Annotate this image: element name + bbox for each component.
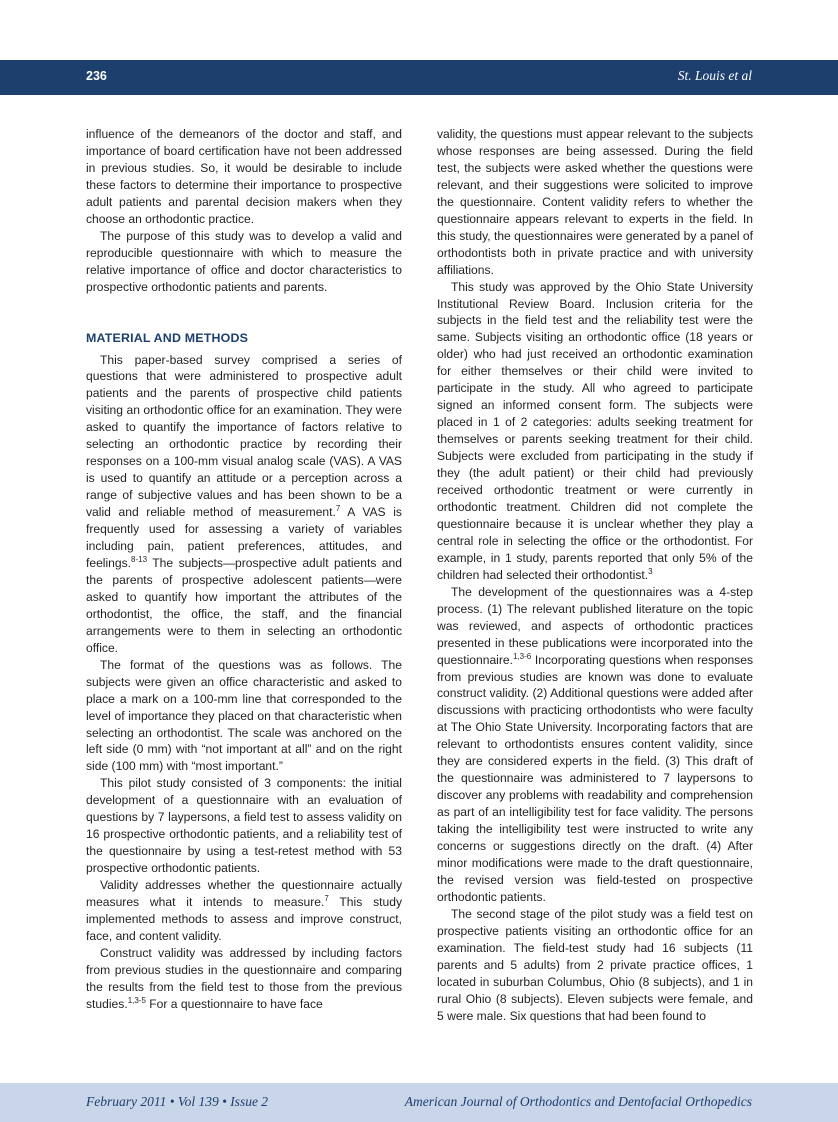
citation: 7 — [324, 894, 329, 904]
text-run: Incorporating questions when responses from previous studies are known was done to evaluate construct validity. (2) Additional questions were added after discussions with practicing orthodontists who were faculty at The Ohio State University. Incorporating factors that are relevant to orthodontists ensures content validity, since they are considered experts in the field. (3) This draft of the questionnaire was administered to 7 laypersons to discover any problems with readability and comprehension as part of an intelligibility test for face validity. The persons taking the intelligibility test were instructed to write any concerns or suggestions directly on the draft. (4) After minor modifications were made to the draft questionnaire, the revised version was field-tested on prospective orthodontic patients. — [437, 652, 753, 904]
paragraph-validity — [86, 877, 402, 945]
journal-name: American Journal of Orthodontics and Dentofacial Orthopedics — [404, 1094, 752, 1109]
section-heading-methods: MATERIAL AND METHODS — [86, 330, 249, 345]
paragraph-pilot: This pilot study consisted of 3 components: the initial development of a questionnaire with an evaluation of questions by 7 laypersons, a field test to assess validity on 16 prospective orthodontic patients, and a reliability test of the questionnaire by using a test-retest method with 53 prospective orthodontic patients. — [86, 776, 402, 876]
paragraph-survey — [86, 352, 402, 657]
running-footer — [0, 1083, 838, 1122]
paragraph-construct-validity — [86, 945, 402, 1013]
paragraph-intro-continued: influence of the demeanors of the doctor and staff, and importance of board certification have not been addressed in previous studies. So, it would be desirable to include these factors to determine their importance to prospective adult patients and parental decision makers when they choose an orthodontic practice. — [86, 127, 402, 226]
text-run: Validity addresses whether the questionnaire actually measures what it intends to measure. — [86, 878, 402, 910]
paragraph-field-test: The second stage of the pilot study was a field test on prospective patients visiting an orthodontic office for an examination. The field-test study had 16 subjects (11 parents and 5 adults) from 2 private practice offices, 1 located in suburban Columbus, Ohio (8 subjects), and 1 in rural Ohio (8 subjects). Eleven subjects were female, and 5 were male. Six questions that had been found to — [437, 906, 753, 1023]
paragraph-development — [437, 584, 753, 906]
issue-info: February 2011 • Vol 139 • Issue 2 — [86, 1094, 269, 1109]
left-column — [86, 126, 402, 1013]
citation: 3 — [648, 566, 653, 576]
text-run: A VAS is frequently used for assessing a variety of variables including pain, patient preferences, attitudes, and feelings. — [86, 505, 402, 570]
text-run: This paper-based survey comprised a series of questions that were administered to prospective adult patients and the parents of prospective child patients visiting an orthodontic office for an examination. They were asked to quantify the importance of factors relative to selecting an orthodontic practice by recording their responses on a 100-mm visual analog scale (VAS). A VAS is used to quantify an attitude or a perception across a range of subjective values and has been shown to be a valid and reliable method of measurement. — [86, 352, 402, 520]
text-run: This study implemented methods to assess and improve construct, face, and content validity. — [86, 895, 402, 943]
paragraph-format: The format of the questions was as follows. The subjects were given an office characteristic and asked to place a mark on a 100-mm line that corresponded to the level of importance they placed on that characteristic when selecting an orthodontist. The scale was anchored on the left side (0 mm) with “not important at all” and on the right side (100 mm) with “most important.” — [86, 657, 402, 774]
running-header — [0, 60, 838, 95]
citation: 7 — [335, 504, 341, 514]
text-run: Construct validity was addressed by including factors from previous studies in the questionnaire and comparing the results from the field test to those from the previous studies. — [86, 945, 402, 1011]
text-run: For a questionnaire to have face — [145, 996, 323, 1011]
text-run: The development of the questionnaires was a 4-step process. (1) The relevant published literature on the topic was reviewed, and aspects of orthodontic practices presented in these publications were incorporated into the questionnaire. — [437, 584, 753, 667]
paragraph-face-validity: validity, the questions must appear relevant to the subjects whose responses are being assessed. During the field test, the subjects were asked whether the questions were relevant, and their suggestions were solicited to improve the questionnaire. Content validity refers to whether the questionnaire appears relevant to experts in the field. In this study, the questionnaires were generated by a panel of orthodontists both in private practice and with university affiliations. — [437, 127, 753, 277]
text-run: The subjects—prospective adult patients and the parents of prospective adolescent patients—were asked to quantify how important the attributes of the orthodontist, the office, the staff, and the financial arrangements were to them in selecting an orthodontic office. — [86, 555, 402, 655]
paragraph-irb — [437, 279, 753, 584]
citation: 8-13 — [131, 554, 148, 564]
text-run: This study was approved by the Ohio State University Institutional Review Board. Inclusion criteria for the subjects in the field test and the reliability test were the same. Subjects visiting an orthodontic office (18 years or older) who had just received an orthodontic examination for either themselves or their child were invited to participate in the study. All who agreed to participate signed an informed consent form. The subjects were placed in 1 of 2 categories: adults seeking treatment for themselves or parents seeking treatment for their child. Subjects were excluded from participating in the study if they (the adult patient) or their child had previously received orthodontic treatment or were currently in orthodontic treatment. Children did not complete the questionnaire because it is unclear whether they play a central role in selecting the office or the orthodontist. For example, in 1 study, parents reported that only 5% of the children had selected their orthodontist. — [437, 279, 753, 582]
right-column — [437, 126, 753, 1025]
running-head-authors: St. Louis et al — [677, 68, 752, 83]
page-number: 236 — [86, 69, 107, 83]
citation: 1,3-5 — [127, 995, 146, 1005]
citation: 1,3-6 — [512, 651, 532, 661]
paragraph-purpose: The purpose of this study was to develop a valid and reproducible questionnaire with which to measure the relative importance of office and doctor characteristics to prospective orthodontic patients and parents. — [86, 228, 402, 294]
